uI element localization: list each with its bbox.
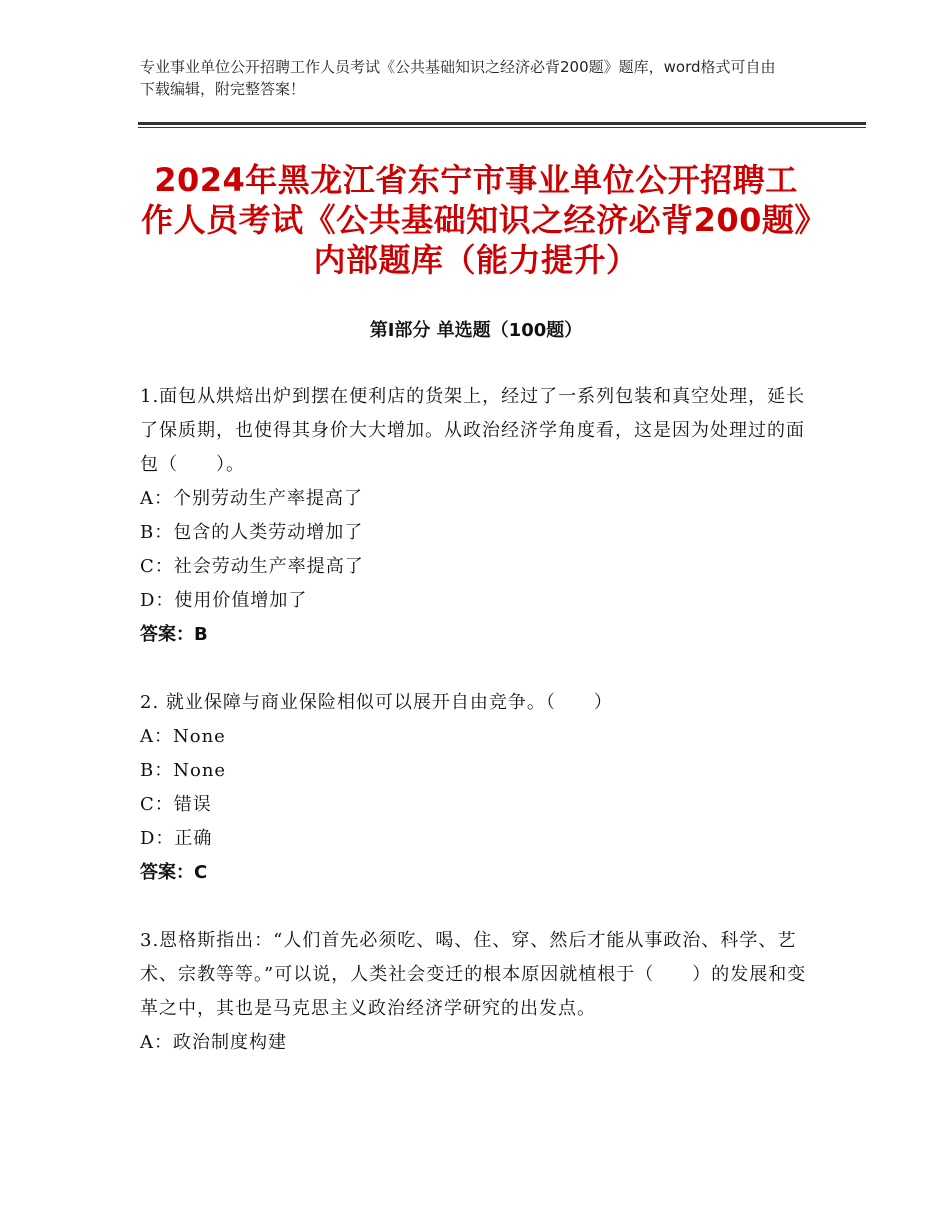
question-3 <box>140 924 812 1060</box>
option-d: D：使用价值增加了 <box>140 590 308 611</box>
section-title: 第Ⅰ部分 单选题（100题） <box>369 320 583 341</box>
option-a: A：个别劳动生产率提高了 <box>140 488 363 509</box>
question-spacer <box>140 890 812 924</box>
option-b: B：包含的人类劳动增加了 <box>140 522 364 543</box>
answer: 答案：B <box>140 624 208 645</box>
option-a: A：政治制度构建 <box>140 1032 287 1053</box>
option-c: C：社会劳动生产率提高了 <box>140 556 364 577</box>
option-c: C：错误 <box>140 794 212 815</box>
answer: 答案：C <box>140 862 208 883</box>
option-d: D：正确 <box>140 828 213 849</box>
question-1 <box>140 380 812 652</box>
header-note: 专业事业单位公开招聘工作人员考试《公共基础知识之经济必背200题》题库，word格式可自由下载编辑，附完整答案！ <box>140 58 776 98</box>
header-divider-thick <box>138 122 866 125</box>
question-stem: 2. 就业保障与商业保险相似可以展开自由竞争。（ ） <box>140 692 613 713</box>
option-a: A：None <box>140 726 226 747</box>
question-stem: 1.面包从烘焙出炉到摆在便利店的货架上，经过了一系列包装和真空处理，延长了保质期，也使得其身价大大增加。从政治经济学角度看，这是因为处理过的面包（ ）。 <box>140 386 806 475</box>
question-list <box>140 380 812 1060</box>
option-b: B：None <box>140 760 227 781</box>
document-title: 2024年黑龙江省东宁市事业单位公开招聘工作人员考试《公共基础知识之经济必背200题》内部题库（能力提升） <box>141 161 811 279</box>
header-divider-thin <box>138 127 866 128</box>
question-stem: 3.恩格斯指出：“人们首先必须吃、喝、住、穿、然后才能从事政治、科学、艺术、宗教等等。”可以说，人类社会变迁的根本原因就植根于（ ）的发展和变革之中，其也是马克思主义政治经济学研究的出发点。 <box>140 930 807 1019</box>
question-spacer <box>140 652 812 686</box>
question-2 <box>140 686 812 890</box>
